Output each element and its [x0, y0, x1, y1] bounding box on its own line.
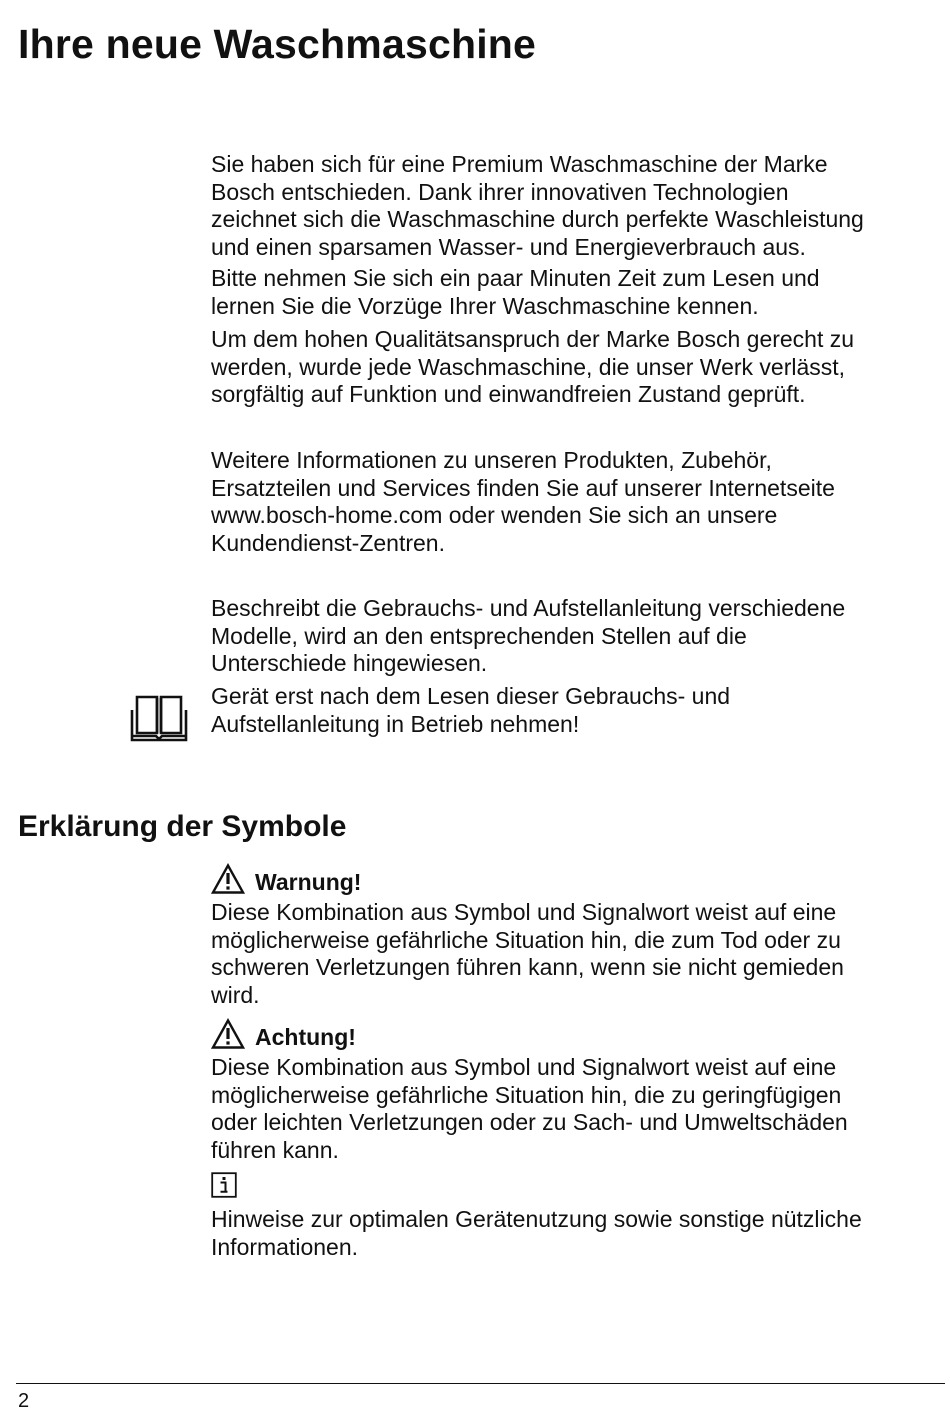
text-line: Unterschiede hingewiesen. [211, 650, 488, 676]
book-icon [129, 692, 189, 744]
text-line: www.bosch-home.com oder wenden Sie sich an unsere [211, 502, 778, 528]
warning-heading [211, 862, 361, 896]
text-line: möglicherweise gefährliche Situation hin, die zum Tod oder zu [211, 926, 841, 953]
text-line: Diese Kombination aus Symbol und Signalwort weist auf eine [211, 1054, 837, 1080]
models-paragraph [211, 595, 941, 678]
text-line: Kundendienst-Zentren. [211, 529, 445, 556]
text-line: Bitte nehmen Sie sich ein paar Minuten Zeit zum Lesen und [211, 265, 820, 291]
section-title-symbols: Erklärung der Symbole [18, 810, 347, 843]
caution-label: Achtung! [255, 1024, 356, 1050]
warning-label: Warnung! [255, 869, 362, 895]
footer-divider [16, 1383, 945, 1384]
read-first-notice [211, 683, 941, 738]
text-line: Bosch entschieden. Dank ihrer innovativen Technologien [211, 178, 789, 205]
text-line: Sie haben sich für eine Premium Waschmaschine der Marke [211, 151, 828, 177]
note-description [211, 1206, 941, 1261]
text-line: oder leichten Verletzungen oder zu Sach- und Umweltschäden [211, 1109, 848, 1135]
intro-paragraph-3 [211, 326, 941, 409]
intro-paragraph-1 [211, 151, 941, 261]
intro-paragraph-2 [211, 265, 941, 320]
text-line: werden, wurde jede Waschmaschine, die unser Werk verlässt, [211, 353, 846, 380]
text-line: Weitere Informationen zu unseren Produkten, Zubehör, [211, 447, 772, 473]
text-line: lernen Sie die Vorzüge Ihrer Waschmaschine kennen. [211, 292, 759, 319]
text-line: zeichnet sich die Waschmaschine durch perfekte Waschleistung [211, 206, 864, 232]
caution-heading [211, 1017, 356, 1051]
text-line: schweren Verletzungen führen kann, wenn sie nicht gemieden [211, 954, 844, 980]
text-line: Ersatzteilen und Services finden Sie auf unserer Internetseite [211, 474, 835, 501]
info-paragraph [211, 447, 941, 557]
text-line: wird. [211, 981, 260, 1008]
warning-triangle-icon [211, 863, 245, 895]
text-line: Diese Kombination aus Symbol und Signalwort weist auf eine [211, 899, 837, 925]
text-line: führen kann. [211, 1136, 339, 1163]
text-line: Informationen. [211, 1233, 359, 1260]
page-title: Ihre neue Waschmaschine [18, 21, 537, 67]
warning-triangle-icon [211, 1018, 245, 1050]
text-line: Aufstellanleitung in Betrieb nehmen! [211, 710, 580, 737]
text-line: möglicherweise gefährliche Situation hin, die zu geringfügigen [211, 1081, 842, 1108]
text-line: Gerät erst nach dem Lesen dieser Gebrauchs- und [211, 683, 731, 709]
info-icon [211, 1172, 237, 1198]
text-line: Um dem hohen Qualitätsanspruch der Marke Bosch gerecht zu [211, 326, 855, 352]
text-line: Beschreibt die Gebrauchs- und Aufstellanleitung verschiedene [211, 595, 846, 621]
text-line: Modelle, wird an den entsprechenden Stellen auf die [211, 622, 747, 649]
page-number: 2 [18, 1390, 30, 1412]
text-line: sorgfältig auf Funktion und einwandfreien Zustand geprüft. [211, 381, 806, 407]
caution-description [211, 1054, 941, 1164]
warning-description [211, 899, 941, 1009]
text-line: und einen sparsamen Wasser- und Energieverbrauch aus. [211, 233, 806, 260]
text-line: Hinweise zur optimalen Gerätenutzung sowie sonstige nützliche [211, 1206, 862, 1232]
